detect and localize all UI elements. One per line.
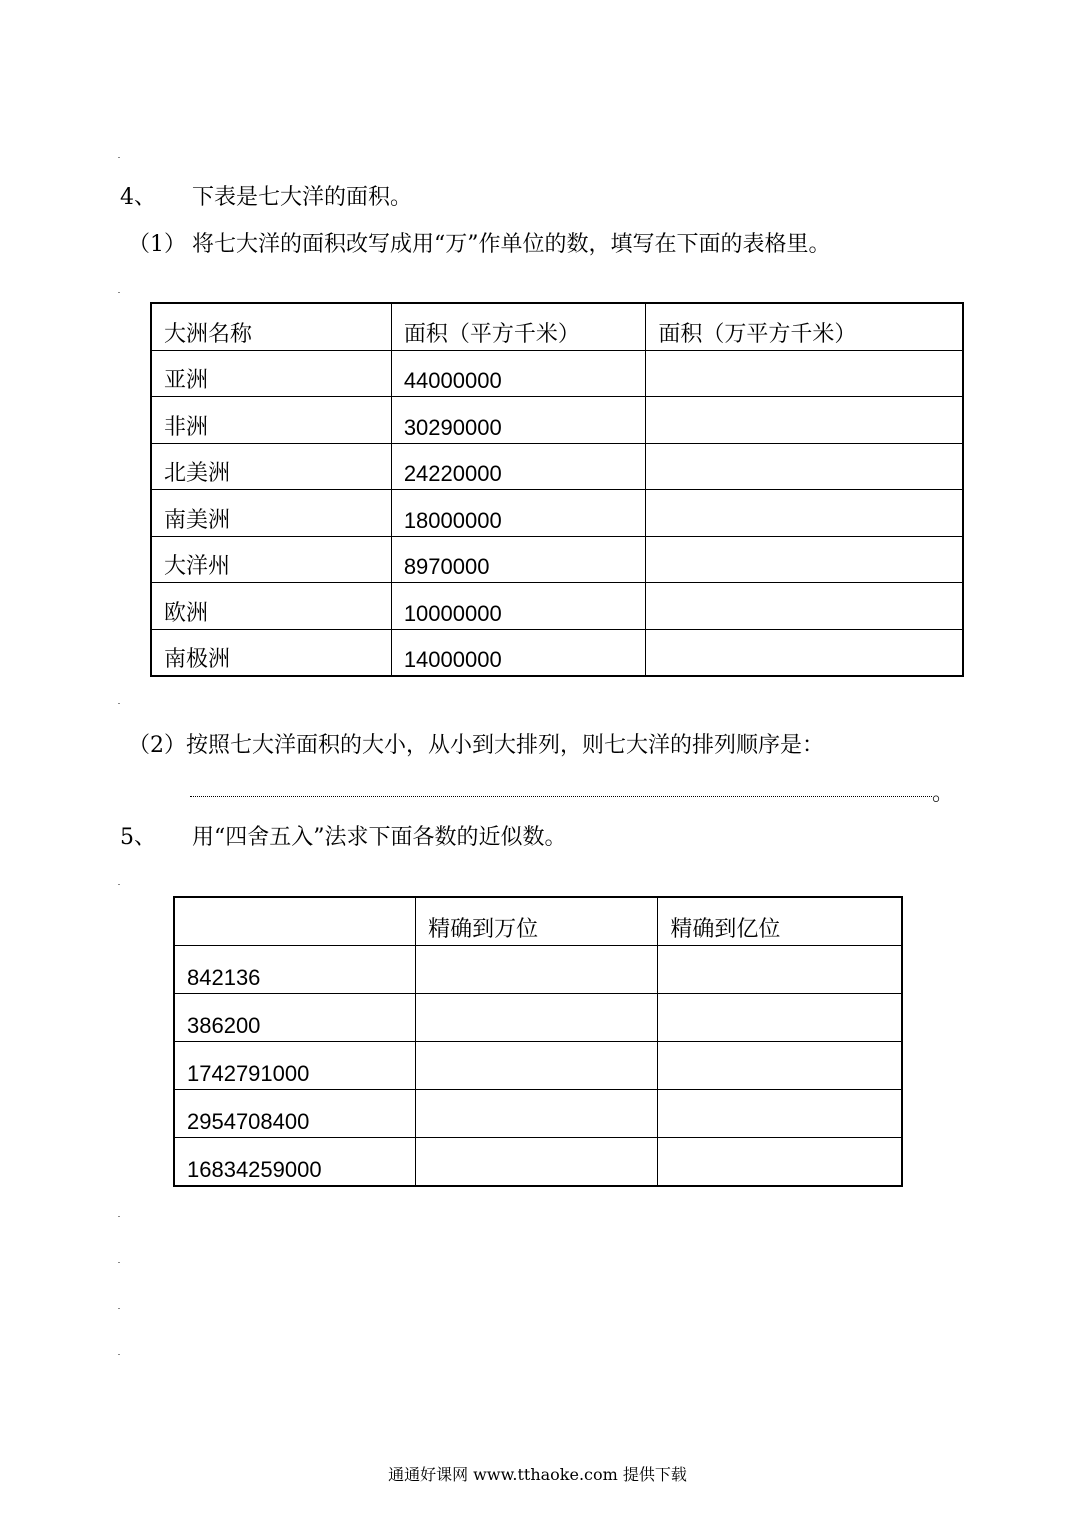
answer-cell[interactable] xyxy=(646,490,963,537)
answer-cell[interactable] xyxy=(658,1042,902,1090)
area-km2-cell: 8970000 xyxy=(391,536,646,583)
margin-mark xyxy=(118,1308,120,1309)
answer-cell[interactable] xyxy=(416,994,658,1042)
margin-mark xyxy=(118,1262,120,1263)
header-cell: 面积（平方千米） xyxy=(391,303,646,350)
table-row xyxy=(151,350,963,397)
question-4-text: 下表是七大洋的面积。 xyxy=(192,185,413,210)
answer-cell[interactable] xyxy=(658,1138,902,1187)
area-km2-cell: 30290000 xyxy=(391,397,646,444)
table-row xyxy=(151,490,963,537)
margin-mark xyxy=(118,1354,120,1355)
answer-cell[interactable] xyxy=(416,1090,658,1138)
table-row xyxy=(151,629,963,676)
header-cell: 面积（万平方千米） xyxy=(646,303,963,350)
number-cell: 1742791000 xyxy=(174,1042,416,1090)
table-row xyxy=(174,1138,902,1187)
answer-cell[interactable] xyxy=(658,1090,902,1138)
answer-cell[interactable] xyxy=(646,350,963,397)
answer-cell[interactable] xyxy=(646,443,963,490)
question-4-part-1-text: 将七大洋的面积改写成用“万”作单位的数，填写在下面的表格里。 xyxy=(192,232,831,257)
answer-cell[interactable] xyxy=(646,397,963,444)
answer-cell[interactable] xyxy=(658,994,902,1042)
continent-name-cell: 北美洲 xyxy=(151,443,391,490)
answer-line-end: 。 xyxy=(932,781,955,806)
number-cell: 2954708400 xyxy=(174,1090,416,1138)
table-row xyxy=(174,994,902,1042)
answer-cell[interactable] xyxy=(416,1138,658,1187)
header-cell: 精确到亿位 xyxy=(658,897,902,946)
number-cell: 842136 xyxy=(174,946,416,994)
answer-cell[interactable] xyxy=(658,946,902,994)
question-4-number: 4、 xyxy=(120,185,156,210)
continent-name-cell: 欧洲 xyxy=(151,583,391,630)
area-km2-cell: 14000000 xyxy=(391,629,646,676)
area-km2-cell: 18000000 xyxy=(391,490,646,537)
table-header-row xyxy=(174,897,902,946)
continent-name-cell: 非洲 xyxy=(151,397,391,444)
table-row xyxy=(174,1090,902,1138)
header-cell: 精确到万位 xyxy=(416,897,658,946)
table-row xyxy=(151,536,963,583)
table-row xyxy=(151,583,963,630)
answer-blank-line[interactable] xyxy=(190,796,932,797)
table-row xyxy=(174,946,902,994)
number-cell: 16834259000 xyxy=(174,1138,416,1187)
area-km2-cell: 24220000 xyxy=(391,443,646,490)
continent-name-cell: 南极洲 xyxy=(151,629,391,676)
footer-source: 通通好课网 www.tthaoke.com 提供下载 xyxy=(388,1465,687,1484)
margin-mark xyxy=(118,1216,120,1217)
question-5-number: 5、 xyxy=(120,825,156,850)
header-cell: 大洲名称 xyxy=(151,303,391,350)
margin-mark xyxy=(118,292,120,293)
margin-mark xyxy=(118,884,120,885)
question-4-part-2-text: （2）按照七大洋面积的大小，从小到大排列，则七大洋的排列顺序是： xyxy=(128,733,824,758)
question-4-part-1-number: （1） xyxy=(128,232,186,257)
table-row xyxy=(151,397,963,444)
margin-mark xyxy=(118,157,120,158)
margin-mark xyxy=(118,703,120,704)
continent-name-cell: 大洋州 xyxy=(151,536,391,583)
answer-cell[interactable] xyxy=(646,536,963,583)
table-header-row xyxy=(151,303,963,350)
area-km2-cell: 44000000 xyxy=(391,350,646,397)
continent-name-cell: 亚洲 xyxy=(151,350,391,397)
question-5-text: 用“四舍五入”法求下面各数的近似数。 xyxy=(192,825,567,850)
approximation-table xyxy=(173,896,903,1187)
answer-cell[interactable] xyxy=(416,946,658,994)
ocean-area-table xyxy=(150,302,964,677)
header-cell xyxy=(174,897,416,946)
continent-name-cell: 南美洲 xyxy=(151,490,391,537)
number-cell: 386200 xyxy=(174,994,416,1042)
answer-cell[interactable] xyxy=(646,629,963,676)
answer-cell[interactable] xyxy=(416,1042,658,1090)
table-row xyxy=(151,443,963,490)
table-row xyxy=(174,1042,902,1090)
area-km2-cell: 10000000 xyxy=(391,583,646,630)
answer-cell[interactable] xyxy=(646,583,963,630)
